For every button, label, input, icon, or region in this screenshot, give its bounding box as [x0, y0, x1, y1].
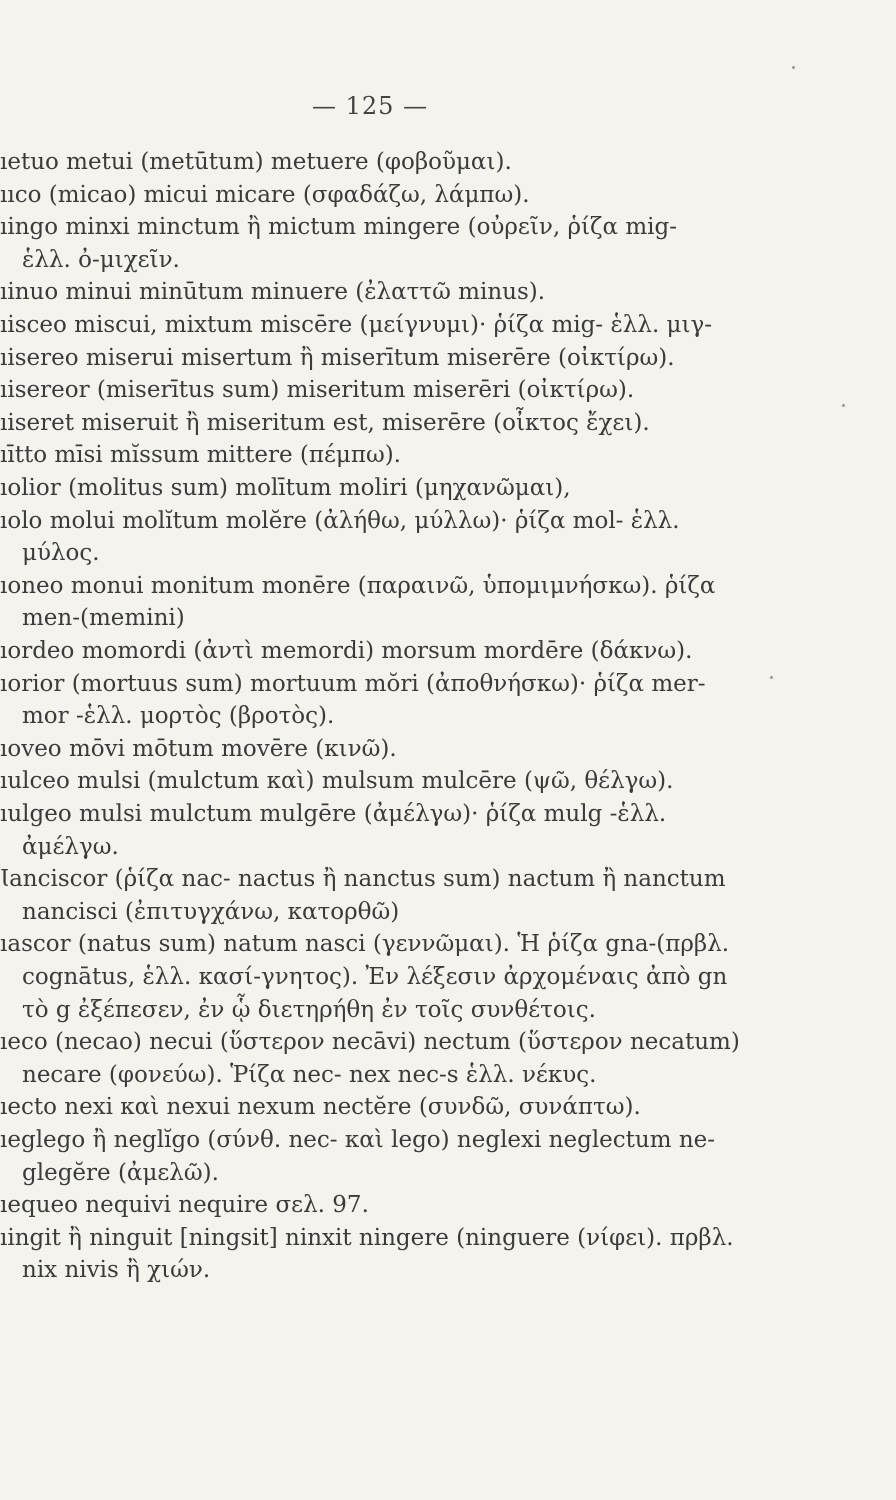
entry-line: ıiseret miseruit ἢ miseritum est, miserēre (οἶκτος ἔχει). [0, 409, 650, 436]
entry-continuation-line: necare (φονεύω). Ῥίζα nec- nex nec-s ἑλλ. νέκυς. [22, 1061, 597, 1088]
entry-line: ıolo molui molĭtum molĕre (ἀλήθω, μύλλω)· ῥίζα mol- ἑλλ. [0, 507, 680, 534]
entry-continuation-line: cognātus, ἑλλ. κασί-γνητος). Ἐν λέξεσιν ἀρχομέναις ἀπὸ gn [22, 964, 728, 990]
entry-line: ıequeo nequivi nequire σελ. 97. [0, 1192, 369, 1219]
entry-continuation-line: glegĕre (ἀμελῶ). [22, 1159, 219, 1186]
entry-line: ıecto nexi καὶ nexui nexum nectĕre (συνδῶ, συνάπτω). [0, 1094, 641, 1121]
entry-line: ıinuo minui minūtum minuere (ἐλαττῶ minus). [0, 279, 546, 306]
entry-continuation-line: men-(memini) [22, 605, 185, 632]
paper-speck [842, 404, 845, 407]
entry-line: ıingit ἢ ninguit [ningsit] ninxit ningere (ninguere (νίφει). πρβλ. [0, 1224, 734, 1251]
entry-line: ıeco (necao) necui (ὕστερον necāvi) nectum (ὕστερον necatum) [0, 1029, 740, 1056]
entry-line: ıorior (mortuus sum) mortuum mŏri (ἀποθνήσκω)· ῥίζα mer- [0, 670, 706, 697]
entry-line: ıeglego ἢ neglĭgo (σύνθ. nec- καὶ lego) neglexi neglectum ne- [0, 1127, 716, 1153]
entry-continuation-line: ἑλλ. ὀ-μιχεῖν. [22, 246, 180, 273]
entry-line: ıascor (natus sum) natum nasci (γεννῶμαι). Ἡ ῥίζα gna-(πρβλ. [0, 931, 730, 958]
entry-line: ıisereo miserui misertum ἢ miserītum miserēre (οἰκτίρω). [0, 344, 675, 371]
paper-speck [770, 676, 773, 679]
entry-continuation-line: mor -ἑλλ. μορτὸς (βροτὸς). [22, 703, 335, 730]
entry-continuation-line: nix nivis ἢ χιών. [22, 1257, 211, 1284]
entry-line: ıulgeo mulsi mulctum mulgēre (ἀμέλγω)· ῥίζα mulg -ἑλλ. [0, 801, 667, 827]
entry-line: ıingo minxi minctum ἢ mictum mingere (οὐρεῖν, ῥίζα mig- [0, 214, 677, 241]
entry-line: ıetuo metui (metūtum) metuere (φοβοῦμαι). [0, 149, 512, 175]
entry-continuation-line: ἀμέλγω. [22, 833, 119, 860]
entry-continuation-line: τὸ g ἐξέπεσεν, ἐν ᾧ διετηρήθη ἐν τοῖς συνθέτοις. [22, 996, 596, 1023]
entry-line: ıoveo mōvi mōtum movēre (κινῶ). [0, 735, 397, 762]
entry-continuation-line: nancisci (ἐπιτυγχάνω, κατορθῶ) [22, 898, 400, 925]
page-number: — 125 — [312, 92, 429, 120]
paper-speck [792, 66, 795, 69]
entry-line: ıoneo monui monitum monēre (παραινῶ, ὑπομιμνήσκω). ῥίζα [0, 572, 716, 599]
entry-line: ıisceo miscui, mixtum miscēre (μείγνυμι)· ῥίζα mig- ἑλλ. μιγ- [0, 312, 713, 338]
entry-line: ıītto mīsi mĭssum mittere (πέμπω). [0, 442, 401, 469]
entry-line: ıolior (molitus sum) molītum moliri (μηχανῶμαι), [0, 475, 571, 501]
entry-line: ıulceo mulsi (mulctum καὶ) mulsum mulcēre (ψῶ, θέλγω). [0, 768, 674, 795]
entry-line: ııco (micao) micui micare (σφαδάζω, λάμπω). [0, 181, 530, 208]
entry-line: ıisereor (miserītus sum) miseritum miserēri (οἰκτίρω). [0, 377, 635, 404]
entry-line: Ɩanciscor (ῥίζα nac- nactus ἢ nanctus sum) nactum ἢ nanctum [0, 866, 726, 893]
entry-continuation-line: μύλος. [22, 540, 100, 567]
entry-line: ıordeo momordi (ἀντὶ memordi) morsum mordēre (δάκνω). [0, 638, 693, 664]
